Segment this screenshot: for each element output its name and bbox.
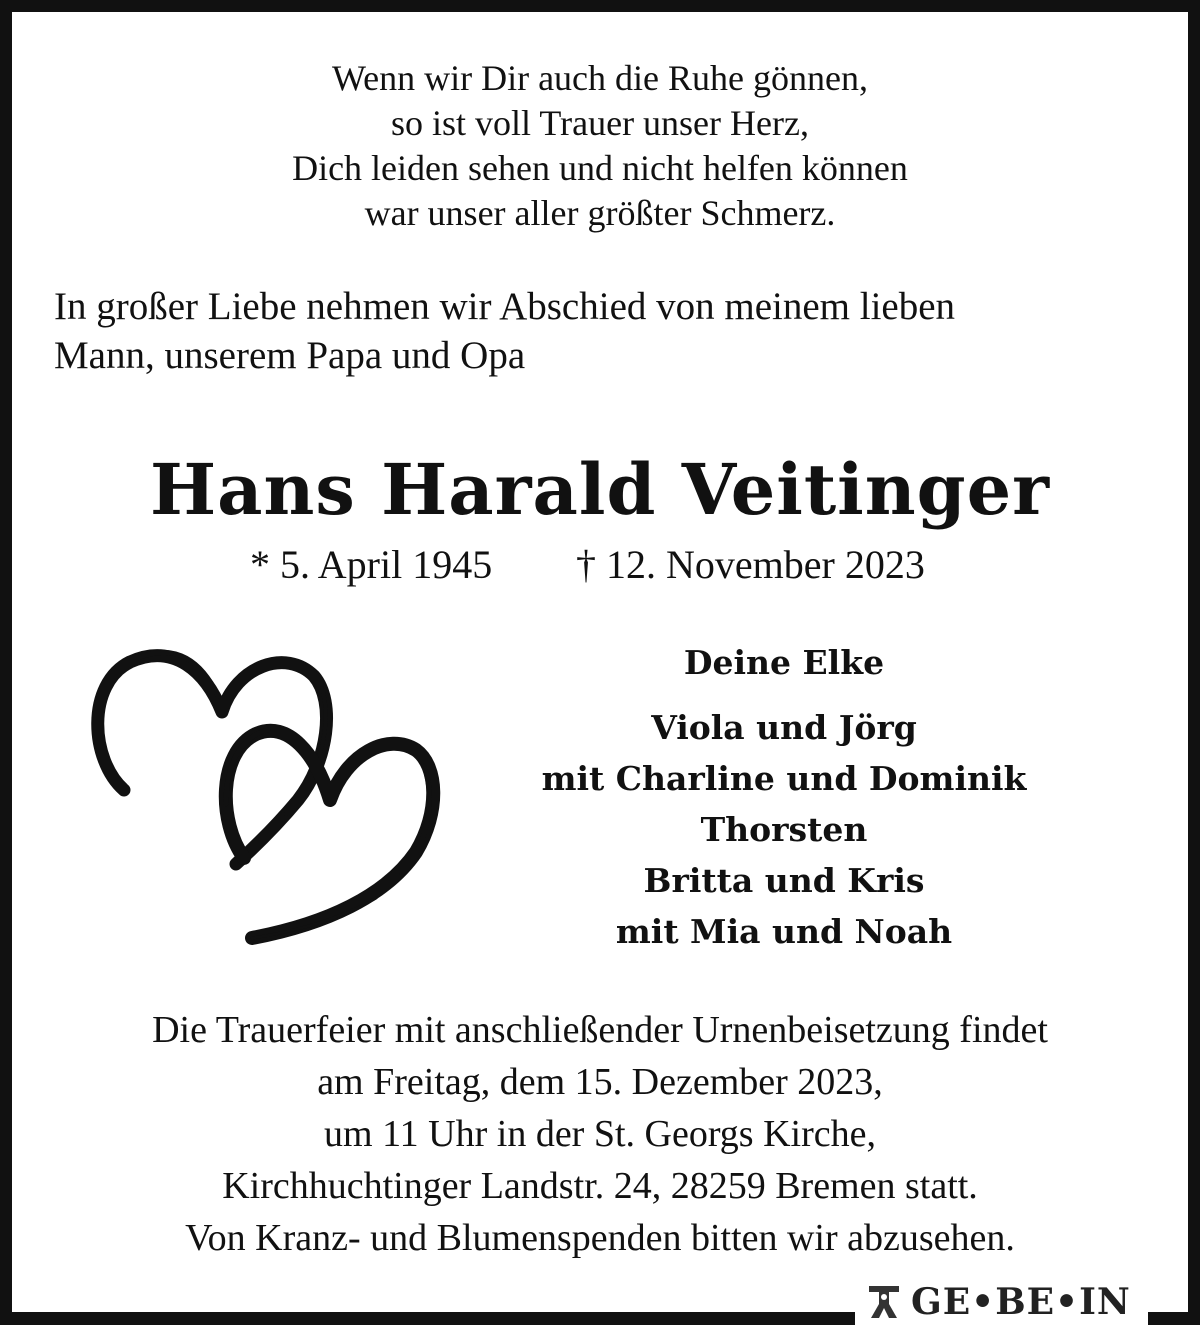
intro-line: In großer Liebe nehmen wir Abschied von meinem lieben [54, 285, 956, 328]
family-line: mit Mia und Noah [615, 912, 953, 951]
deceased-name: Hans Harald Veitinger [150, 448, 1050, 531]
family-first-name: Deine Elke [683, 643, 885, 682]
funeral-details [0, 1004, 1200, 1264]
family-line: Viola und Jörg [651, 708, 917, 747]
family-list [484, 702, 1084, 957]
family-line: mit Charline und Dominik [541, 759, 1027, 798]
poem [0, 56, 1200, 236]
poem-line: Dich leiden sehen und nicht helfen können [292, 148, 908, 188]
two-hearts-icon [86, 632, 446, 952]
mourning-family [484, 640, 1084, 957]
gebein-logo [855, 1278, 1148, 1325]
family-line: Thorsten [700, 810, 868, 849]
intro-line: Mann, unserem Papa und Opa [54, 334, 526, 377]
ceremony-line: Von Kranz- und Blumenspenden bitten wir abzusehen. [185, 1217, 1015, 1259]
poem-line: Wenn wir Dir auch die Ruhe gönnen, [332, 58, 868, 98]
family-line: Britta und Kris [643, 861, 925, 900]
ceremony-line: um 11 Uhr in der St. Georgs Kirche, [324, 1113, 876, 1155]
ceremony-line: Kirchhuchtinger Landstr. 24, 28259 Bremen statt. [222, 1165, 978, 1207]
farewell-intro [54, 282, 1154, 380]
gebein-figure-icon [865, 1282, 903, 1322]
logo-text: GE•BE•IN [911, 1280, 1131, 1323]
birth-date: * 5. April 1945 [250, 542, 493, 587]
poem-line: war unser aller größter Schmerz. [364, 193, 836, 233]
ceremony-line: am Freitag, dem 15. Dezember 2023, [317, 1061, 883, 1103]
poem-line: so ist voll Trauer unser Herz, [391, 103, 809, 143]
death-date: † 12. November 2023 [576, 542, 925, 587]
ceremony-line: Die Trauerfeier mit anschließender Urnenbeisetzung findet [152, 1009, 1048, 1051]
